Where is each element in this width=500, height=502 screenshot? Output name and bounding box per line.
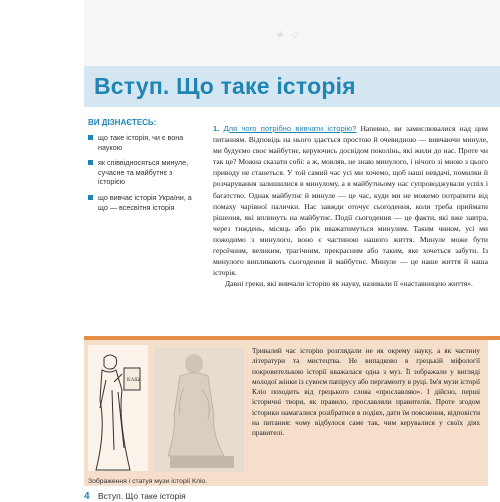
- clio-statue-photo-icon: [154, 348, 244, 472]
- question-heading: Для чого потрібно вивчати історію?: [223, 124, 357, 133]
- page-number: 4: [84, 491, 90, 502]
- info-box-text: Тривалий час історію розглядали не як окрему науку, а як частину літератури та мистецтва. Не випадково в грецькій міфології покровителькою історії вважалася одна з муз. Її зображали у вигляді молодої жінки із сувоєм папірусу або пергаменту в руці. Ім'я музи історії Кліо походить від грецького слова «прославляю». І дійсно, перші історичні твори, як правило, прославляли правителів. Проте згодом історики намагалися розібратися в подіях, дати їм пояснення, відповісти на питання: чому відбулося саме так, чим керувалися у своїх діях правителі.: [252, 346, 480, 438]
- clio-drawing-icon: [88, 345, 148, 471]
- learning-goals-heading: ВИ ДІЗНАЄТЕСЬ:: [88, 118, 157, 127]
- list-item-label: що таке історія, чи є вона наукою: [98, 133, 184, 152]
- paragraph-2: Давні греки, які вивчали історію як науку, називали її «наставницею життя».: [225, 279, 473, 289]
- square-bullet-icon: [88, 195, 93, 200]
- list-item: [88, 133, 198, 152]
- page-footer: [84, 491, 186, 502]
- header-watermark-flourish: ✦ ✧: [273, 29, 300, 44]
- footer-label: Вступ. Що таке історія: [97, 491, 186, 501]
- title-band: [84, 66, 500, 107]
- list-item: [88, 158, 198, 187]
- list-item: [88, 193, 198, 212]
- learning-goals-list: [88, 133, 198, 212]
- clio-muse-illustration: [84, 340, 254, 474]
- learning-goals-panel: [88, 118, 198, 218]
- info-box: [84, 340, 488, 486]
- square-bullet-icon: [88, 135, 93, 140]
- square-bullet-icon: [88, 160, 93, 165]
- paragraph-1: [213, 123, 488, 278]
- page-title: Вступ. Що таке історія: [94, 73, 356, 99]
- list-item-label: як співвідносяться минуле, сучасне та майбутнє з історією: [98, 158, 189, 187]
- svg-text:ΚΛΙΩ: ΚΛΙΩ: [127, 378, 140, 383]
- image-caption: Зображення і статуя музи історії Кліо.: [88, 478, 208, 485]
- list-item-label: що вивчає історія України, а що — всесвітня історія: [98, 192, 192, 212]
- main-text: [213, 123, 488, 289]
- question-number: 1.: [213, 124, 220, 133]
- header-decoration: [84, 0, 500, 66]
- paragraph-1-body: Напевно, ви замислювалися над цим питанням. Відповідь на нього здається простою й очевидною — вивчаючи минуле, ми будуємо своє майбутнє, керуючись досвідом поколінь, які жили до нас. Проте чи так це? Можна сказати собі: а ж, мовляв, не знаю минулого, і нічого зі мною з цього приводу не станеться. У той самий час усі ми хочемо, щоб наші невдачі, помилки й розчарування залишилися в минулому, а в майбутньому нас супроводжували успіх і багатство. Однак майбутнє й минуле — це час, куди ми не можемо потрапити від помаху чарівної палички. Нас завжди оточує сьогодення, коли треба приймати рішення, які вплинуть на майбутнє. Події сьогодення — це факти, які вже завтра, через тиждень, місяць або рік вважатимуться минулим. Таким чином, усі ми пожодимо з минулого, воно є частиною нашого життя. Минуле може бути героїчним, великим, трагічним, прекрасним або таким, яке хочеться забути. Із минулого випливають сьогодення й майбутнє. Минуле — це наше життя й наша історія.: [213, 124, 488, 278]
